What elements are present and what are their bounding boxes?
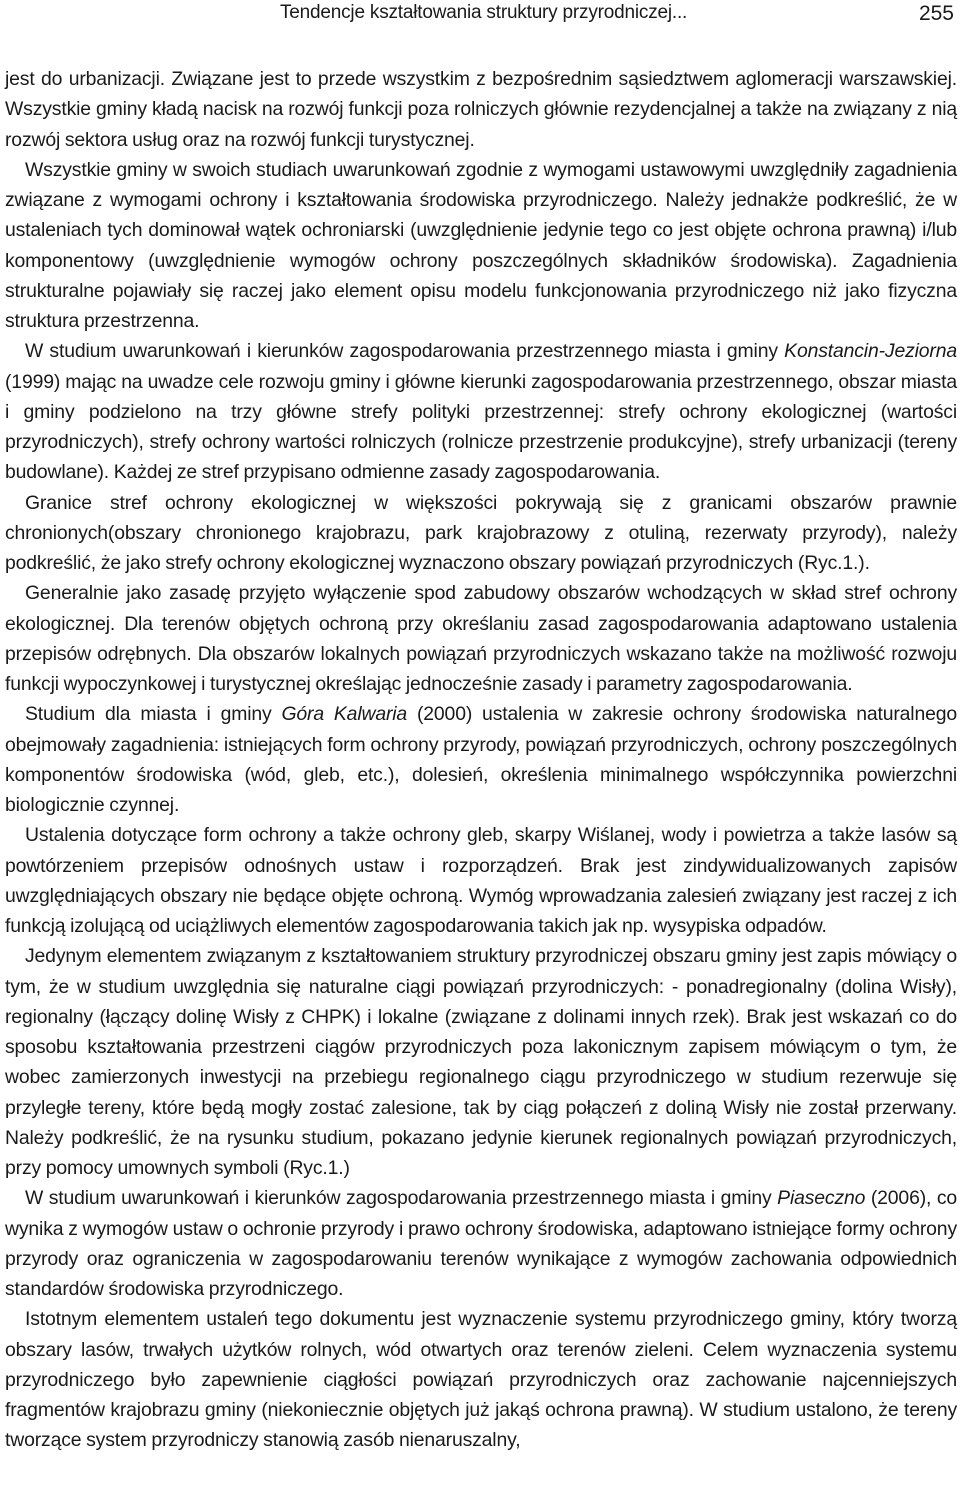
text-run: jest do urbanizacji. Związane jest to przede wszystkim z bezpośrednim sąsiedztwem aglomeracji warszawskiej. Wszystkie gminy kładą nacisk na rozwój funkcji poza rolniczych głównie rezydencjalnej a także na związany z nią rozwój sektora usług oraz na rozwój funkcji turystycznej. bbox=[5, 68, 957, 151]
running-header bbox=[5, 0, 957, 50]
body-text bbox=[5, 64, 957, 1456]
page-number: 255 bbox=[918, 2, 954, 25]
text-run: (1999) mając na uwadze cele rozwoju gminy i główne kierunki zagospodarowania przestrzennego, obszar miasta i gminy podzielono na trzy główne strefy polityki przestrzennej: strefy ochrony ekologicznej (wartości przyrodniczych), strefy ochrony wartości rolniczych (rolnicze przestrzenie produkcyjne), strefy urbanizacji (tereny budowlane). Każdej ze stref przypisano odmienne zasady zagospodarowania. bbox=[5, 370, 957, 484]
italic-place-name: Konstancin-Jeziorna bbox=[784, 340, 957, 363]
running-title: Tendencje kształtowania struktury przyrodniczej... bbox=[280, 2, 688, 23]
paragraph bbox=[5, 1304, 957, 1455]
text-run: Generalnie jako zasadę przyjęto wyłączenie spod zabudowy obszarów wchodzących w skład stref ochrony ekologicznej. Dla terenów objętych ochroną przy określaniu zasad zagospodarowania adaptowano ustalenia przepisów odrębnych. Dla obszarów lokalnych powiązań przyrodniczych wskazano także na możliwość rozwoju funkcji wypoczynkowej i turystycznej określając jednocześnie zasady i parametry zagospodarowania. bbox=[5, 582, 957, 695]
text-run: Studium dla miasta i gminy bbox=[25, 703, 282, 726]
text-run: W studium uwarunkowań i kierunków zagospodarowania przestrzennego miasta i gminy bbox=[25, 340, 785, 363]
paragraph bbox=[5, 820, 957, 941]
paragraph bbox=[5, 64, 957, 155]
paragraph bbox=[5, 1183, 957, 1304]
text-run: (2006), co wynika z wymogów ustaw o ochronie przyrody i prawo ochrony środowiska, adaptowano istniejące formy ochrony przyrody oraz ograniczenia w zagospodarowaniu terenów wynikające z wymogów zachowania odpowiednich standardów środowiska przyrodniczego. bbox=[5, 1187, 958, 1300]
italic-place-name: Góra Kalwaria bbox=[281, 703, 408, 726]
paragraph bbox=[5, 699, 957, 820]
paragraph bbox=[5, 336, 957, 487]
text-run: Jedynym elementem związanym z kształtowaniem struktury przyrodniczej obszaru gminy jest zapis mówiący o tym, że w studium uwzględnia się naturalne ciągi powiązań przyrodniczych: - ponadregionalny (dolina Wisły), regionalny (łączący dolinę Wisły z CHPK) i lokalne (związane z dolinami innych rzek). Brak jest wskazań co do sposobu kształtowania przestrzeni ciągów przyrodniczych poza lakonicznym zapisem mówiącym o tym, że wobec zamierzonych inwestycji na przebiegu regionalnego ciągu przyrodniczego w studium rezerwuje się przyległe tereny, które będą mogły zostać zalesione, tak by ciąg połączeń z doliną Wisły nie został przerwany. Należy podkreślić, że na rysunku studium, pokazano jedynie kierunek regionalnych powiązań przyrodniczych, przy pomocy umownych symboli (Ryc.1.) bbox=[5, 945, 957, 1179]
italic-place-name: Piaseczno bbox=[777, 1187, 866, 1210]
paragraph bbox=[5, 488, 957, 579]
text-run: Wszystkie gminy w swoich studiach uwarunkowań zgodnie z wymogami ustawowymi uwzględniły zagadnienia związane z wymogami ochrony i kształtowania środowiska przyrodniczego. Należy jednakże podkreślić, że w ustaleniach tych dominował wątek ochroniarski (uwzględnienie jedynie tego co jest objęte ochrona prawną) i/lub komponentowy (uwzględnienie wymogów ochrony poszczególnych składników środowiska). Zagadnienia strukturalne pojawiały się raczej jako element opisu modelu funkcjonowania przyrodniczego niż jako fizyczna struktura przestrzenna. bbox=[5, 158, 957, 332]
text-run: W studium uwarunkowań i kierunków zagospodarowania przestrzennego miasta i gminy bbox=[25, 1187, 778, 1210]
paragraph bbox=[5, 941, 957, 1183]
text-run: Istotnym elementem ustaleń tego dokumentu jest wyznaczenie systemu przyrodniczego gminy, który tworzą obszary lasów, trwałych użytków rolnych, wód otwartych oraz terenów zieleni. Celem wyznaczenia systemu przyrodniczego było zapewnienie ciągłości powiązań przyrodniczych oraz zachowanie najcenniejszych fragmentów krajobrazu gminy (niekoniecznie objętych już jakąś ochrona prawną). W studium ustalono, że tereny tworzące system przyrodniczy stanowią zasób nienaruszalny, bbox=[5, 1308, 957, 1452]
text-run: Ustalenia dotyczące form ochrony a także ochrony gleb, skarpy Wiślanej, wody i powietrza a także lasów są powtórzeniem przepisów odnośnych ustaw i rozporządzeń. Brak jest zindywidualizowanych zapisów uwzględniających obszary nie będące objęte ochroną. Wymóg wprowadzania zalesień związany jest raczej z ich funkcją izolującą od uciążliwych elementów zagospodarowania takich jak np. wysypiska odpadów. bbox=[5, 824, 957, 937]
paragraph bbox=[5, 155, 957, 337]
text-run: Granice stref ochrony ekologicznej w większości pokrywają się z granicami obszarów prawnie chronionych(obszary chronionego krajobrazu, park krajobrazowy z otuliną, rezerwaty przyrody), należy podkreślić, że jako strefy ochrony ekologicznej wyznaczono obszary powiązań przyrodniczych (Ryc.1.). bbox=[5, 491, 957, 574]
text-run: (2000) ustalenia w zakresie ochrony środowiska naturalnego obejmowały zagadnienia: istniejących form ochrony przyrody, powiązań przyrodniczych, ochrony poszczególnych komponentów środowiska (wód, gleb, etc.), dolesień, określenia minimalnego współczynnika powierzchni biologicznie czynnej. bbox=[5, 703, 957, 816]
paragraph bbox=[5, 578, 957, 699]
